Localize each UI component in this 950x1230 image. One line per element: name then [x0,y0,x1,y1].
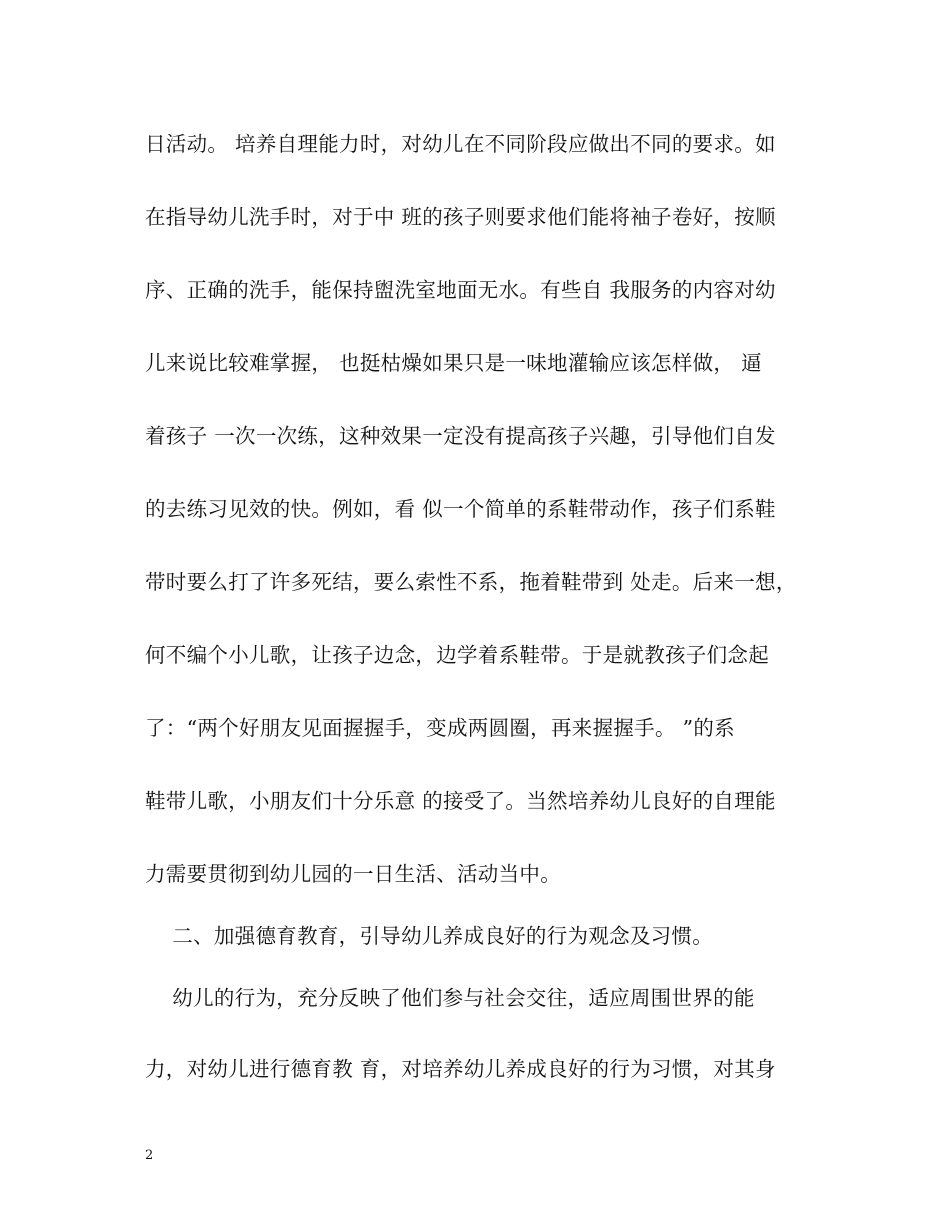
text-line: 日活动。 培养自理能力时，对幼儿在不同阶段应做出不同的要求。如 [145,132,776,156]
text-line: 幼儿的行为，充分反映了他们参与社会交往，适应周围世界的能 [145,986,755,1010]
text-line: 了：“两个好朋友见面握握手，变成两圆圈，再来握握手。 ”的系 [145,716,735,740]
text-line: 鞋带儿歌，小朋友们十分乐意 的接受了。当然培养幼儿良好的自理能 [145,789,776,813]
text-line: 序、正确的洗手，能保持盥洗室地面无水。有些自 我服务的内容对幼 [145,278,776,302]
text-line: 的去练习见效的快。例如，看 似一个简单的系鞋带动作，孩子们系鞋 [145,497,776,521]
text-line: 何不编个小儿歌，让孩子边念，边学着系鞋带。于是就教孩子们念起 [145,643,769,667]
text-line: 儿来说比较难掌握， 也挺枯燥如果只是一味地灌输应该怎样做， 逼 [145,351,762,375]
text-line: 带时要么打了许多死结，要么索性不系，拖着鞋带到 处走。后来一想， [145,570,797,594]
text-line: 着孩子 一次一次练，这种效果一定没有提高孩子兴趣，引导他们自发 [145,424,776,448]
text-line: 力需要贯彻到幼儿园的一日生活、活动当中。 [145,862,561,886]
section-heading: 二、加强德育教育，引导幼儿养成良好的行为观念及习惯。 [145,924,714,948]
text-line: 在指导幼儿洗手时，对于中 班的孩子则要求他们能将袖子卷好，按顺 [145,205,776,229]
text-line: 力，对幼儿进行德育教 育，对培养幼儿养成良好的行为习惯，对其身 [145,1057,776,1081]
page-number: 2 [145,1148,154,1163]
